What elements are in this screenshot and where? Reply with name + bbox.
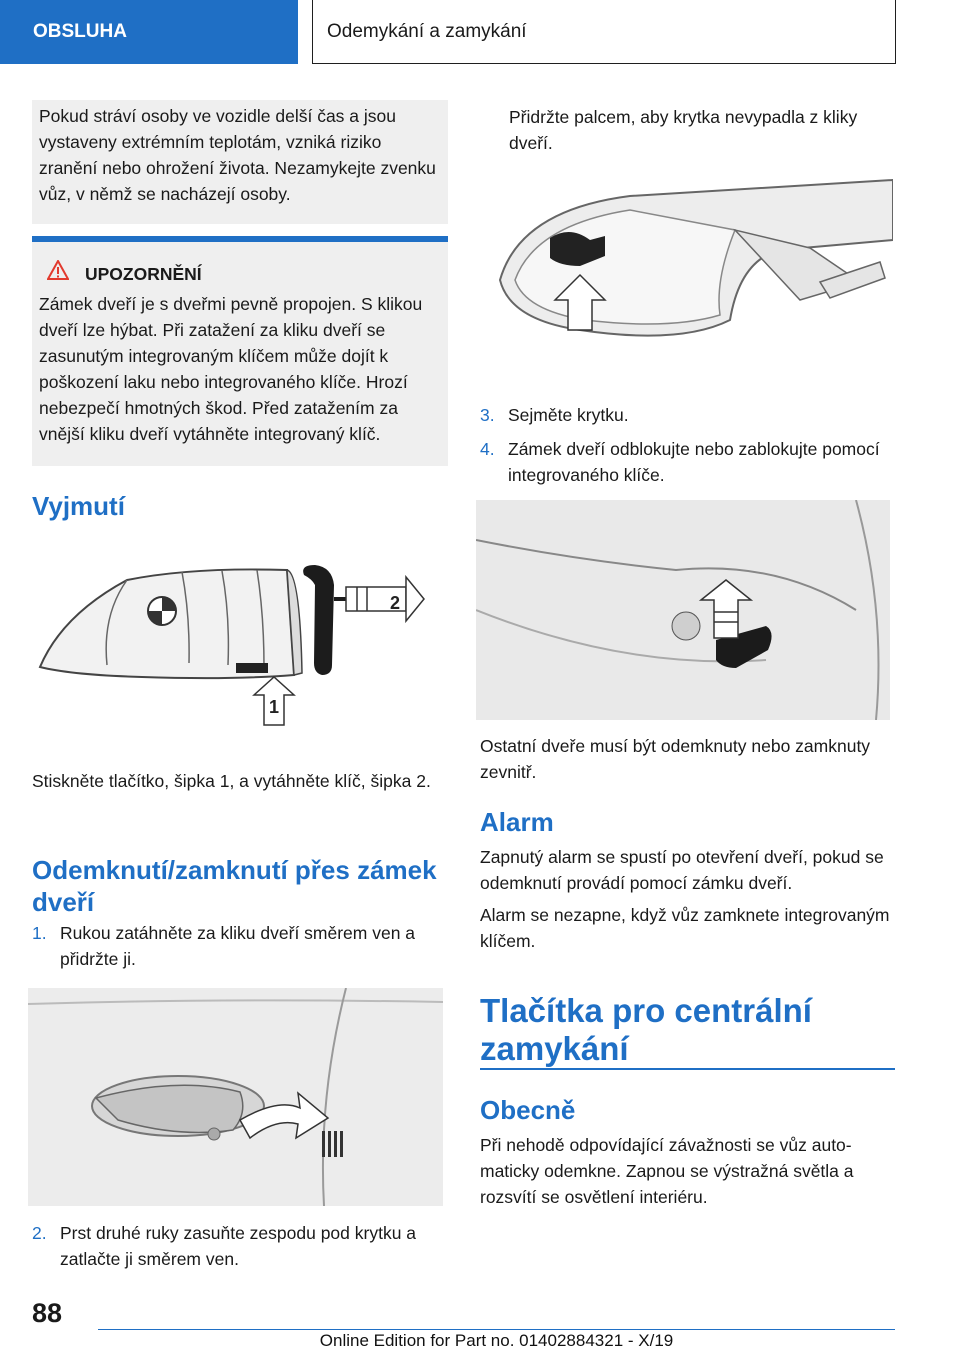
step-3 xyxy=(480,402,896,428)
heading-obecne: Obecně xyxy=(480,1095,576,1125)
door-handle-figure xyxy=(28,988,443,1206)
warning-box xyxy=(32,100,448,224)
key-in-lock-figure xyxy=(476,500,890,720)
hold-text: Přidržte palcem, aby krytka nevypadla z kliky dveří. xyxy=(509,107,858,153)
step-1-number: 1. xyxy=(32,923,47,943)
footer-rule xyxy=(98,1329,895,1330)
page-number: 88 xyxy=(32,1298,63,1328)
step-1-text: Rukou zatáhněte za kliku dveří směrem ven a přidržte ji. xyxy=(60,923,416,969)
obecne-text: Při nehodě odpovídající závažnosti se vůz automaticky odemkne. Zapnou se výstražná světla a rozsvítí se osvětlení interiéru. xyxy=(480,1135,854,1207)
heading-odemknuti: Odemknutí/zamknutí přes zámek dveří xyxy=(32,855,437,917)
cap-removal-figure xyxy=(480,170,893,370)
alarm-text-1: Zapnutý alarm se spustí po otevření dveří, pokud se odemknutí provádí pomocí zámku dveří. xyxy=(480,847,884,893)
step-4-number: 4. xyxy=(480,439,495,459)
ostatni-text: Ostatní dveře musí být odemknuty nebo zamknuty zevnitř. xyxy=(480,736,871,782)
step-3-number: 3. xyxy=(480,405,495,425)
vyjmuti-text: Stiskněte tlačítko, šipka 1, a vytáhněte klíč, šipka 2. xyxy=(32,771,431,791)
heading-vyjmuti: Vyjmutí xyxy=(32,491,125,521)
step-2 xyxy=(32,1220,450,1272)
section-tab: OBSLUHA xyxy=(0,0,298,64)
alarm-text-2: Alarm se nezapne, když vůz zamknete integrovaným klíčem. xyxy=(480,905,890,951)
step-4 xyxy=(480,436,896,488)
key-removal-figure xyxy=(32,545,448,740)
notice-box xyxy=(32,242,448,466)
warning-triangle-icon xyxy=(47,260,81,287)
notice-title: UPOZORNĚNÍ xyxy=(85,263,202,284)
notice-text: Zámek dveří je s dveřmi pevně propojen. S klikou dveří lze hýbat. Při zatažení za kliku dveří se zasunutým integrovaným klíčem může dojít k poškození laku nebo integrovaného klíče. Hrozí nebezpečí hmotných škod. Před zatažením za vnější kliku dveří vytáhněte integrovaný klíč. xyxy=(39,294,423,444)
page-title: Odemykání a zamykání xyxy=(312,0,896,64)
section-rule xyxy=(480,1068,895,1070)
step-2-number: 2. xyxy=(32,1223,47,1243)
step-3-text: Sejměte krytku. xyxy=(508,405,629,425)
step-2-text: Prst druhé ruky zasuňte zespodu pod krytku a zatlačte ji směrem ven. xyxy=(60,1223,417,1269)
arrow-label-1: 1 xyxy=(269,697,280,717)
heading-tlacitka: Tlačítka pro centrální zamykání xyxy=(480,992,812,1067)
warning-text: Pokud stráví osoby ve vozidle delší čas a jsou vystaveny extrémním teplotám, vzniká riziko zranění nebo ohrožení života. Nezamykejte zvenku vůz, v němž se nacházejí osoby. xyxy=(39,106,436,204)
heading-alarm: Alarm xyxy=(480,807,554,837)
footer-edition: Online Edition for Part no. 01402884321 - X/19 xyxy=(319,1331,674,1350)
step-1 xyxy=(32,920,450,972)
arrow-label-2: 2 xyxy=(390,593,401,613)
step-4-text: Zámek dveří odblokujte nebo zablokujte pomocí integrovaného klíče. xyxy=(508,439,880,485)
